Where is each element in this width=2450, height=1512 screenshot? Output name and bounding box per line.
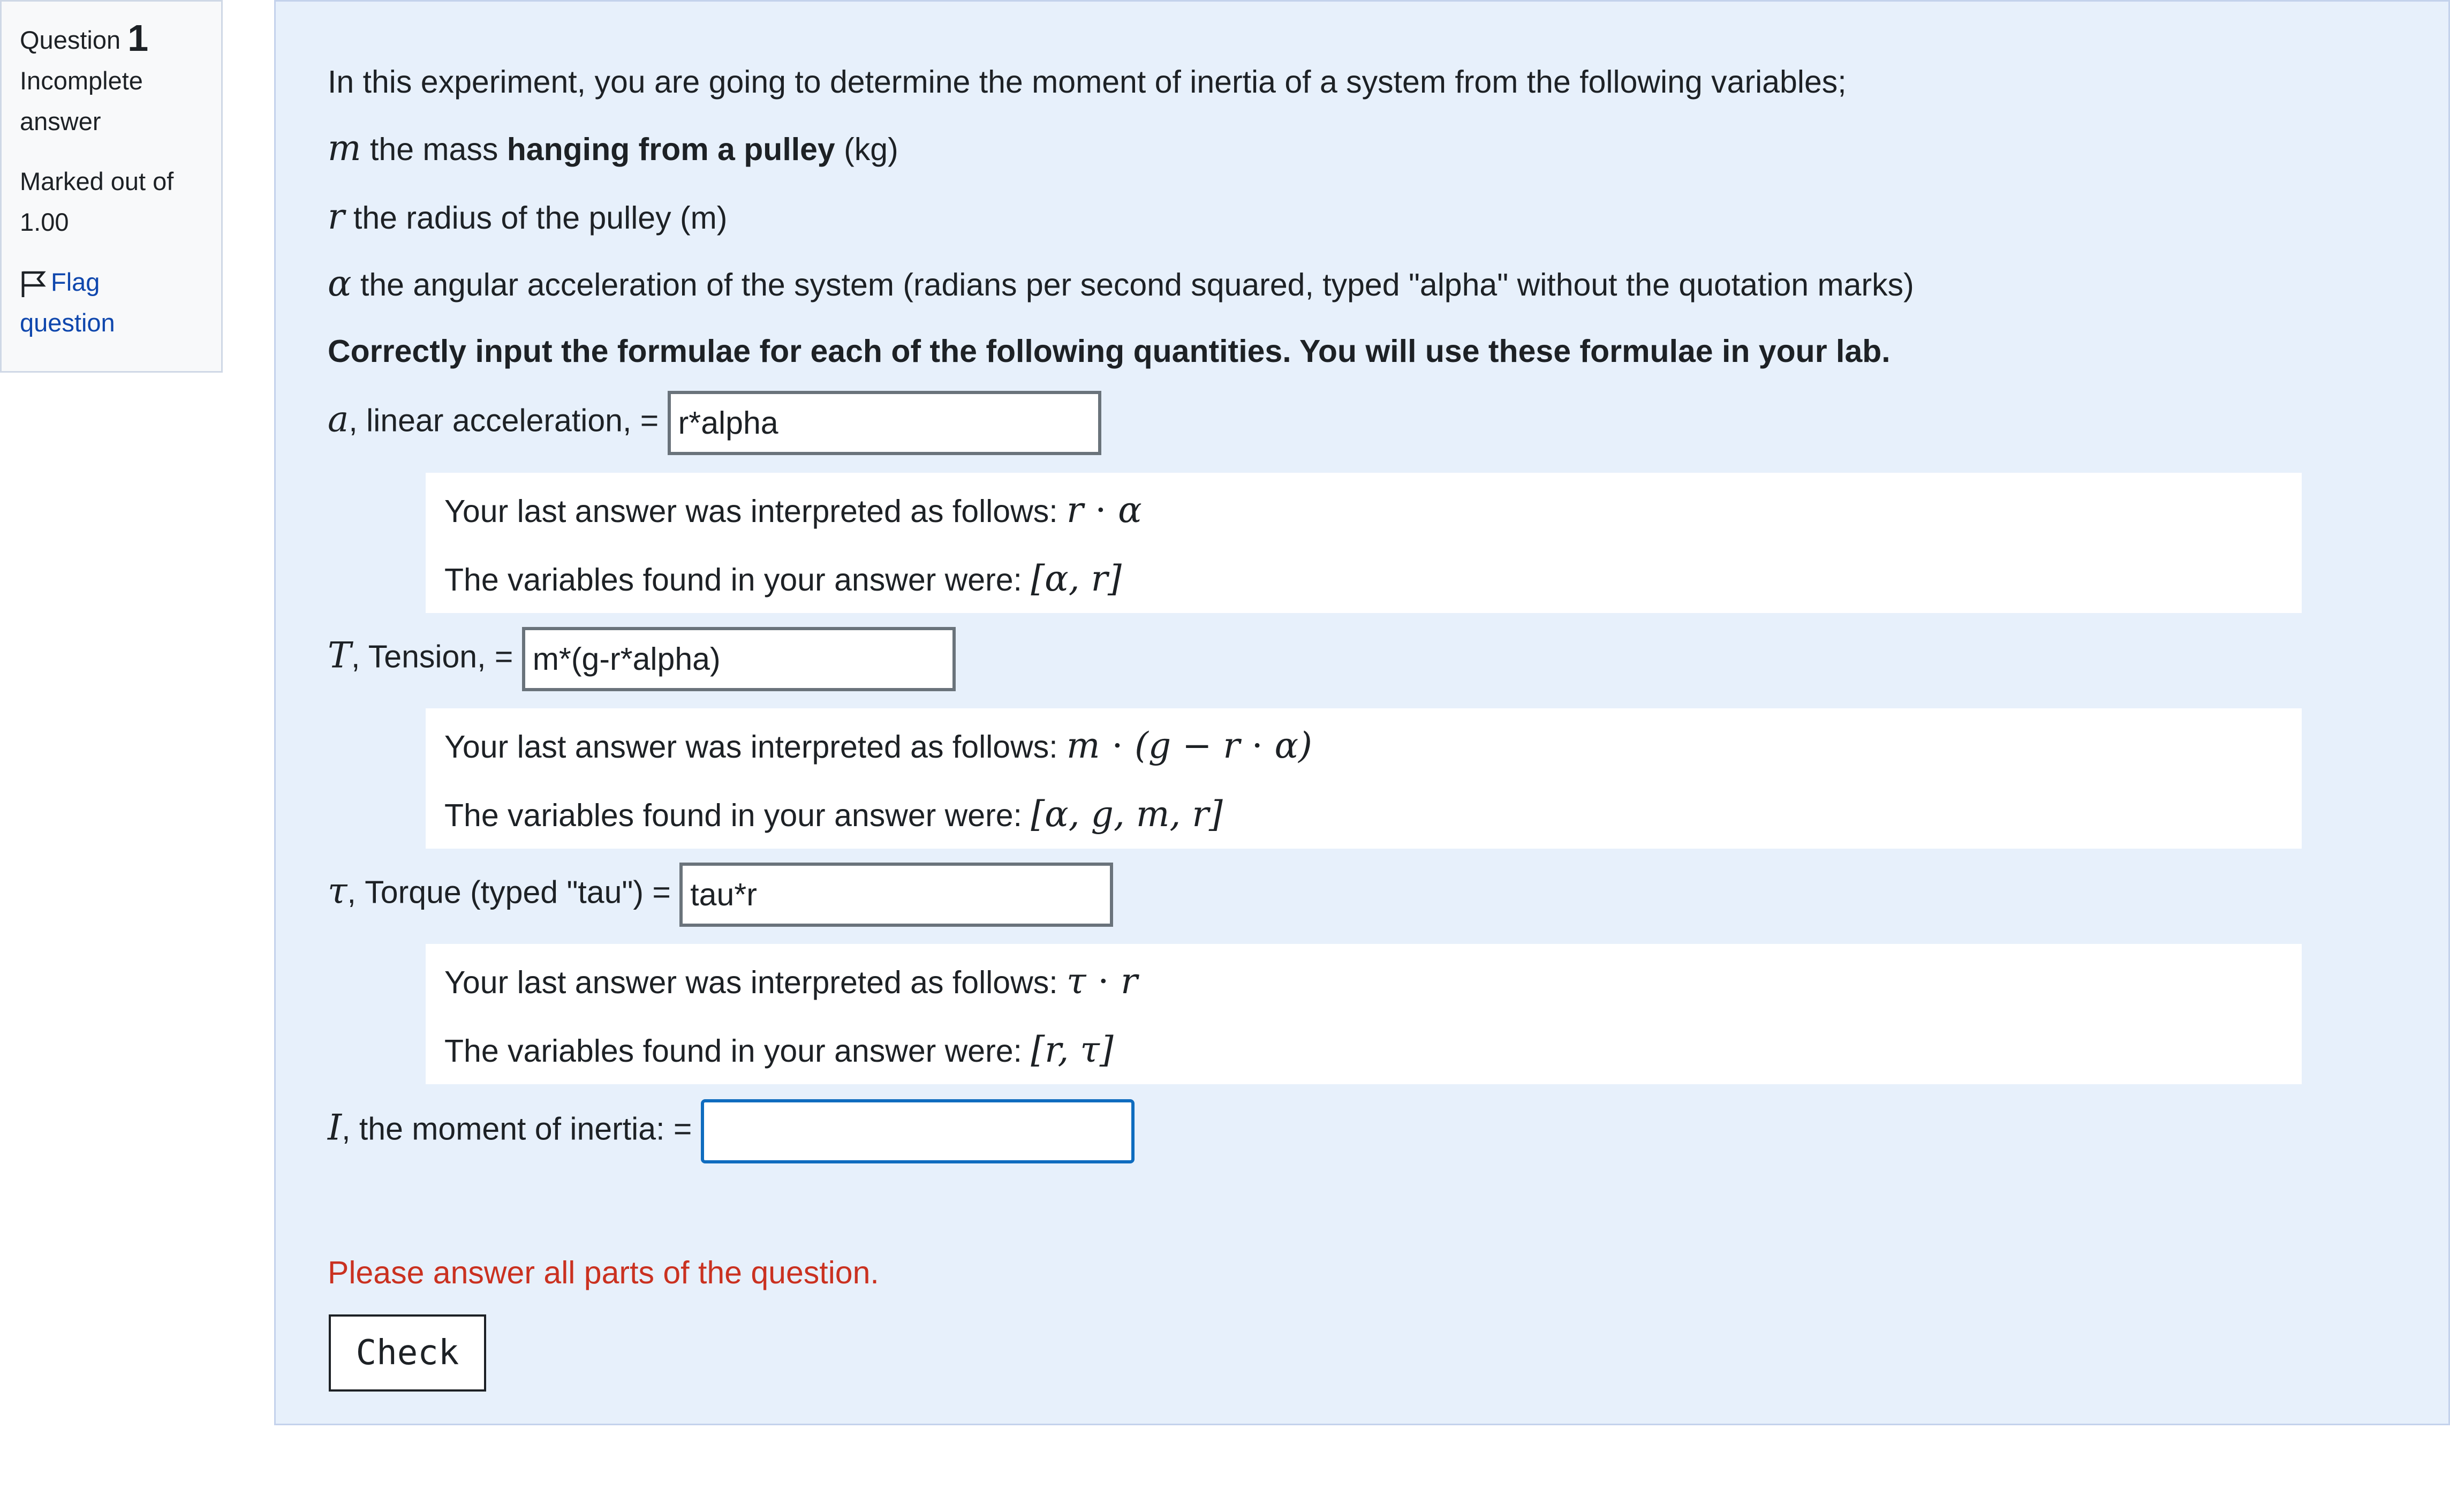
- question-number: 1: [127, 17, 149, 59]
- variable-m-line: [328, 127, 898, 171]
- part-t-interpreted-label: Your last answer was interpreted as follows:: [444, 729, 1058, 765]
- var-m-pre: the mass: [361, 132, 507, 167]
- part-tau-variables-label: The variables found in your answer were:: [444, 1033, 1022, 1069]
- question-state: Incomplete answer: [20, 66, 143, 135]
- part-t-interpreted-math: m ⋅ (g − r ⋅ α): [1067, 725, 1312, 766]
- part-a-label: , linear acceleration, =: [349, 403, 659, 439]
- part-t-feedback: [426, 708, 2302, 849]
- part-tau-label: , Torque (typed "tau") =: [347, 874, 671, 910]
- part-a-input[interactable]: [668, 391, 1101, 455]
- var-r-symbol: r: [328, 196, 345, 237]
- part-tau-variables: [444, 1029, 1114, 1072]
- var-m-bold: hanging from a pulley: [506, 132, 835, 167]
- part-i-input[interactable]: [701, 1099, 1135, 1163]
- question-instruction: Correctly input the formulae for each of the following quantities. You will use these formulae in your lab.: [328, 334, 1891, 369]
- part-a-feedback: [426, 473, 2302, 613]
- part-t-label: , Tension, =: [351, 639, 513, 675]
- flag-question-link[interactable]: [20, 262, 180, 343]
- part-t-input[interactable]: [522, 627, 956, 691]
- check-button[interactable]: Check: [329, 1314, 486, 1392]
- part-tau-input[interactable]: [679, 863, 1113, 927]
- part-tau-feedback: [426, 944, 2302, 1084]
- flag-icon: [20, 269, 48, 298]
- part-tau-variables-math: [r, τ]: [1031, 1029, 1114, 1070]
- question-content-panel: [274, 0, 2450, 1425]
- var-m-post: (kg): [835, 132, 898, 167]
- question-label: Question: [20, 26, 121, 54]
- part-t-variables: [444, 793, 1223, 837]
- question-intro: In this experiment, you are going to determine the moment of inertia of a system from the following variables;: [328, 64, 1847, 100]
- question-info-panel: [0, 0, 223, 373]
- part-a-variables-math: [α, r]: [1031, 558, 1122, 599]
- part-a-interpreted: [444, 489, 1142, 533]
- part-tau-interpreted-math: τ ⋅ r: [1067, 961, 1138, 1002]
- part-a-symbol: a: [328, 398, 349, 440]
- variable-alpha-line: [328, 262, 1914, 306]
- part-t-variables-label: The variables found in your answer were:: [444, 798, 1022, 833]
- marked-value: 1.00: [20, 208, 69, 236]
- part-t-row: [328, 627, 956, 691]
- question-number-row: [20, 18, 221, 61]
- flag-question-label: Flag question: [20, 268, 115, 337]
- part-a-row: [328, 391, 1101, 455]
- part-a-variables: [444, 557, 1122, 601]
- part-a-variables-label: The variables found in your answer were:: [444, 562, 1022, 598]
- var-alpha-symbol: α: [328, 263, 352, 304]
- part-tau-symbol: τ: [328, 870, 347, 912]
- part-t-symbol: T: [328, 634, 352, 676]
- part-a-interpreted-math: r ⋅ α: [1067, 489, 1142, 531]
- part-i-symbol: I: [328, 1107, 342, 1148]
- marked-label: Marked out of: [20, 167, 174, 195]
- var-alpha-text: the angular acceleration of the system (radians per second squared, typed "alpha" without the quotation marks): [351, 267, 1914, 303]
- part-tau-interpreted: [444, 960, 1138, 1004]
- part-t-variables-math: [α, g, m, r]: [1031, 793, 1223, 835]
- part-a-interpreted-label: Your last answer was interpreted as follows:: [444, 494, 1058, 529]
- part-i-label: , the moment of inertia: =: [342, 1111, 692, 1147]
- part-i-row: [328, 1099, 1135, 1163]
- part-tau-interpreted-label: Your last answer was interpreted as follows:: [444, 965, 1058, 1000]
- var-r-text: the radius of the pulley (m): [344, 200, 728, 236]
- var-m-symbol: m: [328, 127, 361, 169]
- part-t-interpreted: [444, 724, 1312, 768]
- validation-error-message: Please answer all parts of the question.: [328, 1255, 879, 1290]
- variable-r-line: [328, 195, 727, 239]
- part-tau-row: [328, 863, 1113, 927]
